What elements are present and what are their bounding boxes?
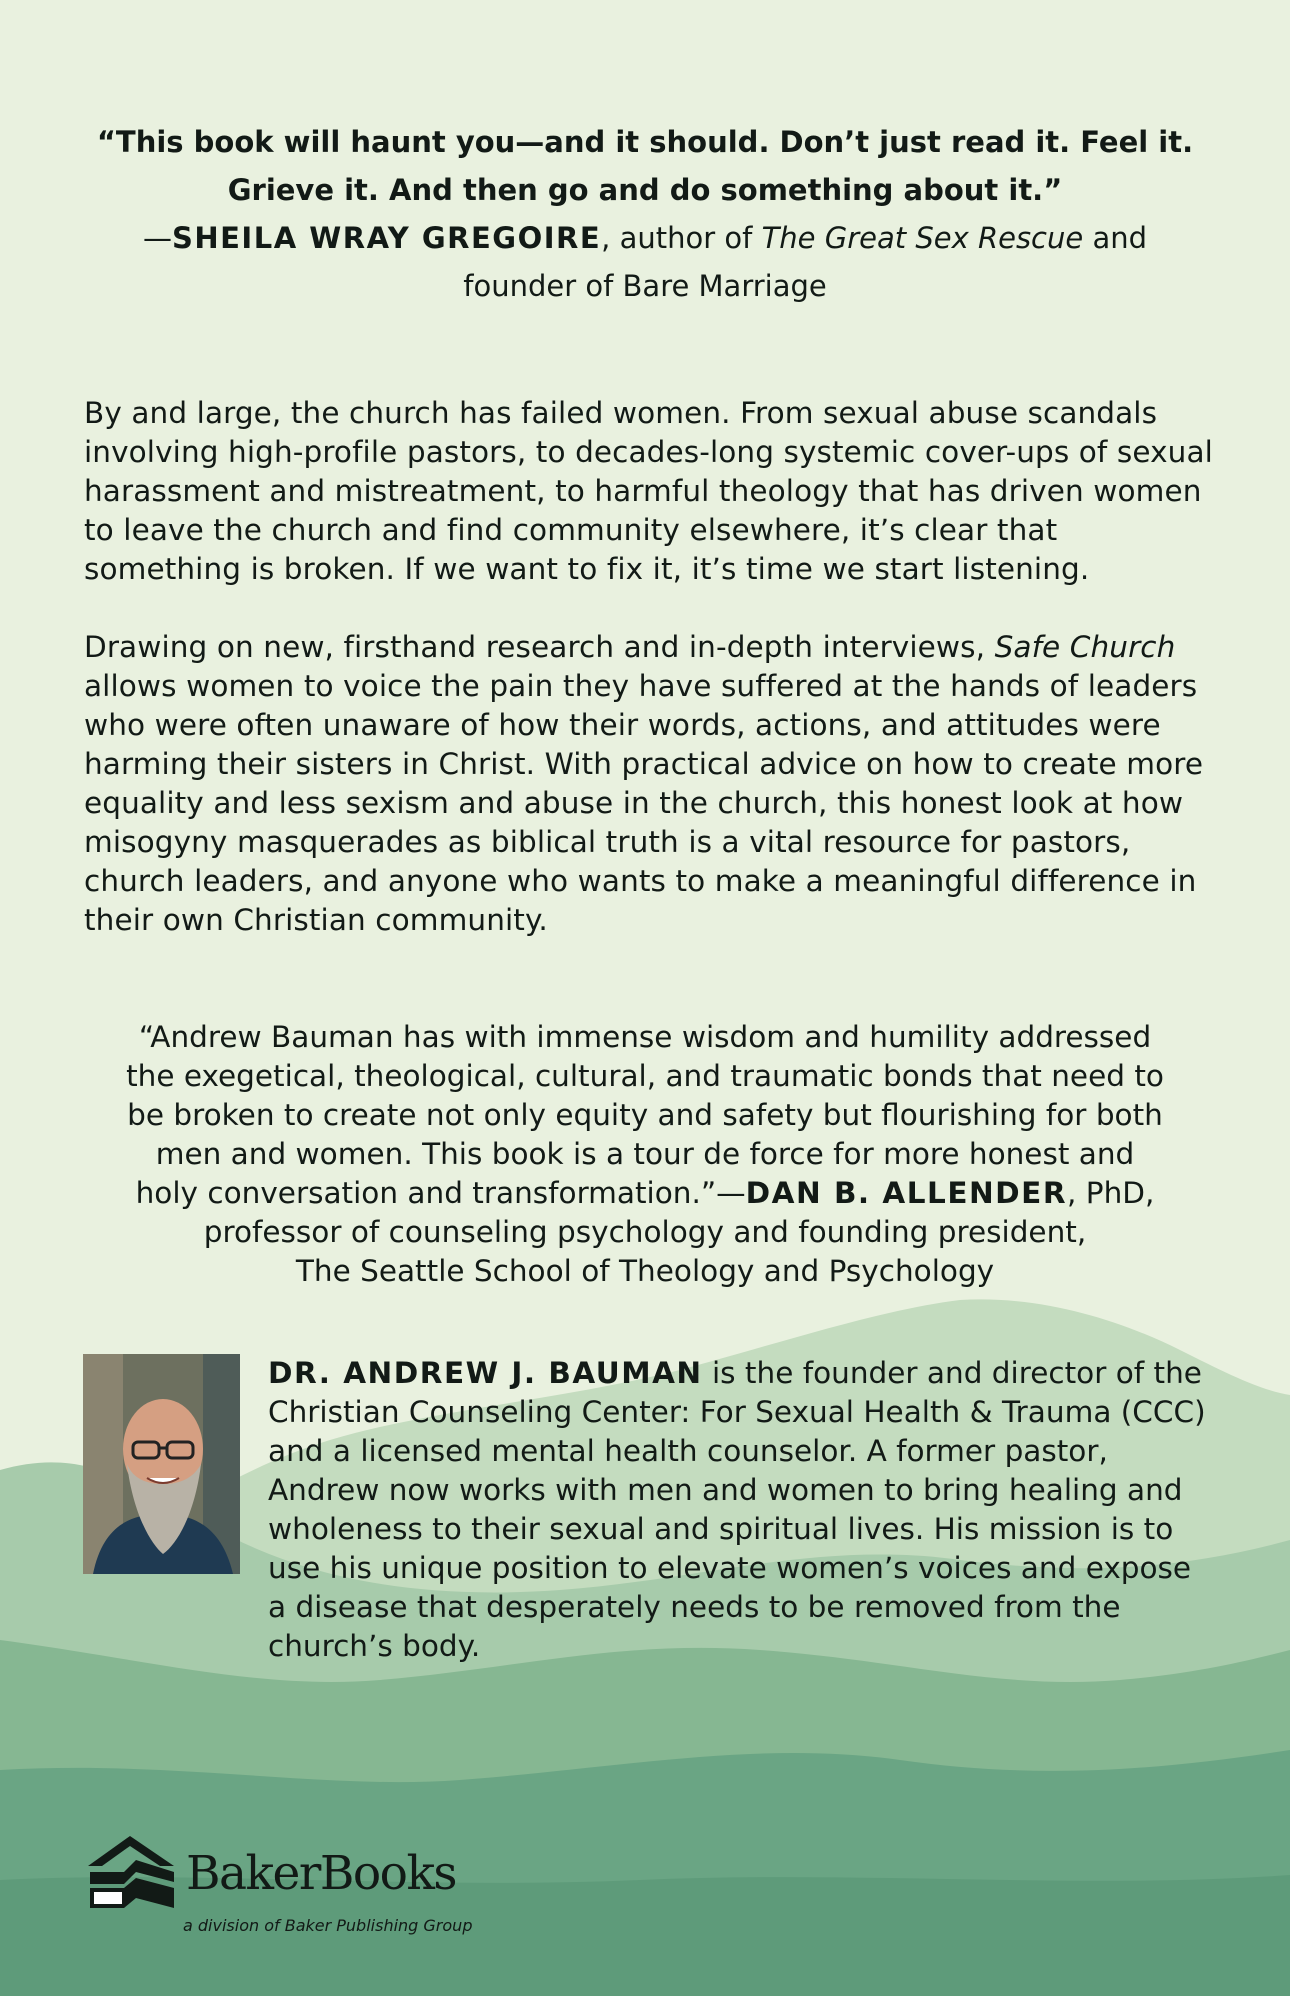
blurb2-line-2: the exegetical, theological, cultural, and traumatic bonds that need to (126, 1059, 1164, 1093)
blurb2-credit-1: professor of counseling psychology and founding president, (203, 1215, 1087, 1249)
quote-line-2: Grieve it. And then go and do something about it.” (227, 173, 1063, 207)
book-title-inline: Safe Church (994, 630, 1176, 664)
publisher-division: a division of Baker Publishing Group (183, 1916, 473, 1935)
baker-books-house-icon (84, 1832, 180, 1912)
paragraph-2-body: allows women to voice the pain they have suffered at the hands of leaders who were often unaware of how their words, actions, and attitudes were harming their sisters in Christ. With practical advice on how to create more equality and less sexism and abuse in the church, this honest look at how misogyny masquerades as biblical truth is a vital resource for pastors, church leaders, and anyone who wants to make a meaningful difference in their own Christian community. (84, 669, 1204, 937)
publisher-name: BakerBooks (186, 1846, 457, 1901)
blurb2-line-5: holy conversation and transformation.”— (135, 1176, 746, 1210)
credit-pre: , author of (601, 221, 762, 255)
endorsement-top (90, 118, 1200, 310)
endorsement-top-quote (90, 118, 1200, 214)
credit-book-title: The Great Sex Rescue (761, 221, 1084, 255)
endorser-name-2: DAN B. ALLENDER (745, 1176, 1068, 1210)
book-description (84, 394, 1214, 979)
quote-line-1: “This book will haunt you—and it should. Don’t just read it. Feel it. (96, 125, 1194, 159)
author-name: DR. ANDREW J. BAUMAN (268, 1356, 703, 1390)
description-paragraph-2 (84, 628, 1214, 940)
credit-line-2: founder of Bare Marriage (463, 269, 827, 303)
publisher-logo (84, 1826, 504, 1946)
credit-post: and (1083, 221, 1148, 255)
blurb2-line-3: be broken to create not only equity and safety but flourishing for both (127, 1098, 1163, 1132)
endorsement-bottom (80, 1018, 1210, 1291)
endorser-name: SHEILA WRAY GREGOIRE (171, 221, 602, 255)
blurb2-credit-2: The Seattle School of Theology and Psychology (295, 1254, 995, 1288)
author-bio (268, 1354, 1218, 1666)
author-bio-text: is the founder and director of the Christian Counseling Center: For Sexual Health & Trauma (CCC) and a licensed mental health counselor. A former pastor, Andrew now works with men and women to bring healing and wholeness to their sexual and spiritual lives. His mission is to use his unique position to elevate women’s voices and expose a disease that desperately needs to be removed from the church’s body. (268, 1356, 1206, 1663)
credit-dash: — (142, 221, 172, 255)
endorsement-top-credit (90, 214, 1200, 310)
paragraph-2-lead: Drawing on new, firsthand research and in-depth interviews, (84, 630, 995, 664)
author-photo (83, 1354, 240, 1574)
blurb2-line-1: “Andrew Bauman has with immense wisdom and humility addressed (138, 1020, 1152, 1054)
description-paragraph-1: By and large, the church has failed women. From sexual abuse scandals involving high-profile pastors, to decades-long systemic cover-ups of sexual harassment and mistreatment, to harmful theology that has driven women to leave the church and find community elsewhere, it’s clear that something is broken. If we want to fix it, it’s time we start listening. (84, 396, 1213, 586)
author-portrait-icon (83, 1354, 240, 1574)
blurb2-line-4: men and women. This book is a tour de force for more honest and (155, 1137, 1135, 1171)
endorser-degree: , PhD, (1067, 1176, 1155, 1210)
